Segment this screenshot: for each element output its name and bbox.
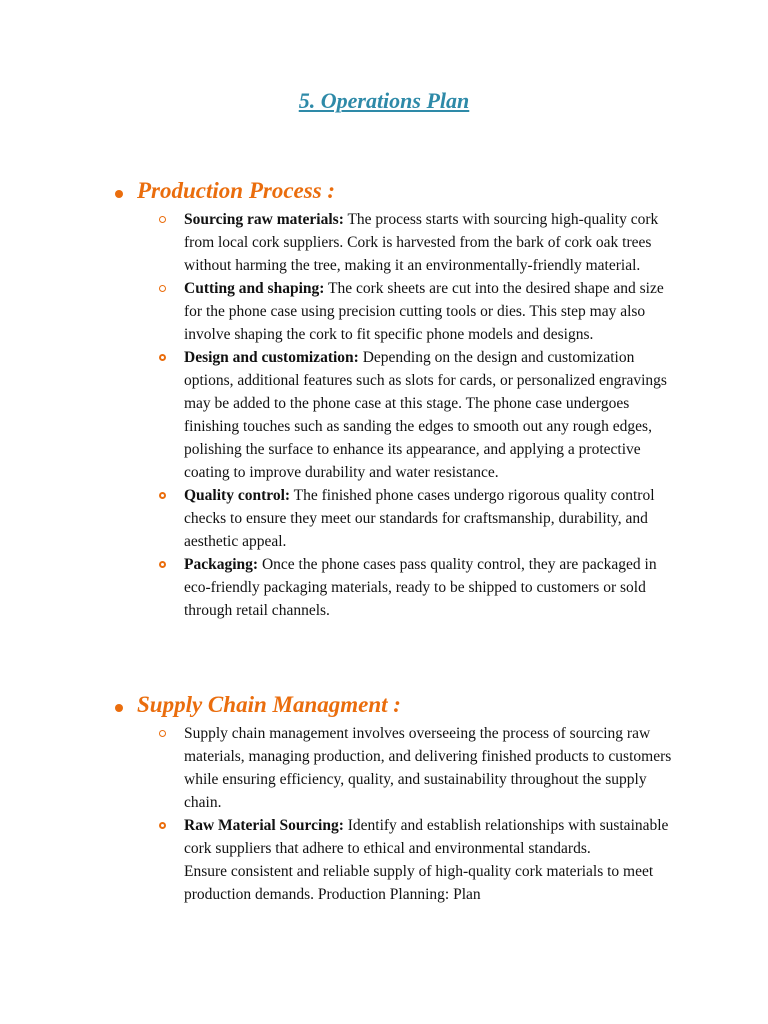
- item-term: Quality control:: [184, 487, 291, 504]
- list-item: [110, 484, 679, 553]
- section-heading-text: Production Process :: [137, 178, 336, 203]
- item-text: Supply chain management involves overseeing the process of sourcing raw materials, managing production, and delivering finished products to customers while ensuring efficiency, quality, and sustainability throughout the supply chain.: [184, 725, 672, 811]
- circle-bullet-icon: [159, 216, 166, 223]
- list-item: [110, 722, 679, 814]
- item-term: Raw Material Sourcing:: [184, 817, 344, 834]
- section-heading-text: Supply Chain Managment :: [137, 692, 401, 717]
- item-term: Sourcing raw materials:: [184, 211, 344, 228]
- section-heading: [110, 690, 710, 720]
- circle-bullet-icon: [159, 285, 166, 292]
- item-continuation-text: Ensure consistent and reliable supply of high-quality cork materials to meet production demands. Production Planning: Plan: [184, 863, 654, 903]
- item-text: The cork sheets are cut into the desired shape and size for the phone case using precision cutting tools or dies. This step may also involve shaping the cork to fit specific phone models and designs.: [184, 280, 664, 343]
- item-text: Depending on the design and customization options, additional features such as slots for cards, or personalized engravings may be added to the phone case at this stage. The phone case undergoes finishing touches such as sanding the edges to smooth out any rough edges, polishing the surface to enhance its appearance, and applying a protective coating to improve durability and water resistance.: [184, 349, 667, 481]
- section-supply-chain: [110, 690, 710, 906]
- list-item: [110, 814, 679, 906]
- item-text: Once the phone cases pass quality control, they are packaged in eco-friendly packaging materials, ready to be shipped to customers or sold through retail channels.: [184, 556, 657, 619]
- production-process-list: [110, 208, 710, 622]
- item-term: Design and customization:: [184, 349, 359, 366]
- document-title: 5. Operations Plan: [298, 88, 470, 113]
- item-text: The finished phone cases undergo rigorous quality control checks to ensure they meet our standards for craftsmanship, durability, and aesthetic appeal.: [184, 487, 655, 550]
- list-item: [110, 346, 679, 484]
- circle-bullet-icon: [159, 561, 166, 568]
- item-term: Packaging:: [184, 556, 259, 573]
- circle-bullet-icon: [159, 822, 166, 829]
- circle-bullet-icon: [159, 492, 166, 499]
- item-text: The process starts with sourcing high-quality cork from local cork suppliers. Cork is harvested from the bark of cork oak trees without harming the tree, making it an environmentally-friendly material.: [184, 211, 659, 274]
- list-item: [110, 277, 679, 346]
- supply-chain-list: [110, 722, 710, 906]
- list-item: [110, 553, 679, 622]
- section-production-process: [110, 176, 710, 622]
- circle-bullet-icon: [159, 354, 166, 361]
- list-item: [110, 208, 679, 277]
- bullet-icon: [115, 190, 123, 198]
- section-heading: [110, 176, 710, 206]
- circle-bullet-icon: [159, 730, 166, 737]
- item-text: Identify and establish relationships with sustainable cork suppliers that adhere to ethical and environmental standards.: [184, 817, 669, 857]
- bullet-icon: [115, 704, 123, 712]
- item-term: Cutting and shaping:: [184, 280, 325, 297]
